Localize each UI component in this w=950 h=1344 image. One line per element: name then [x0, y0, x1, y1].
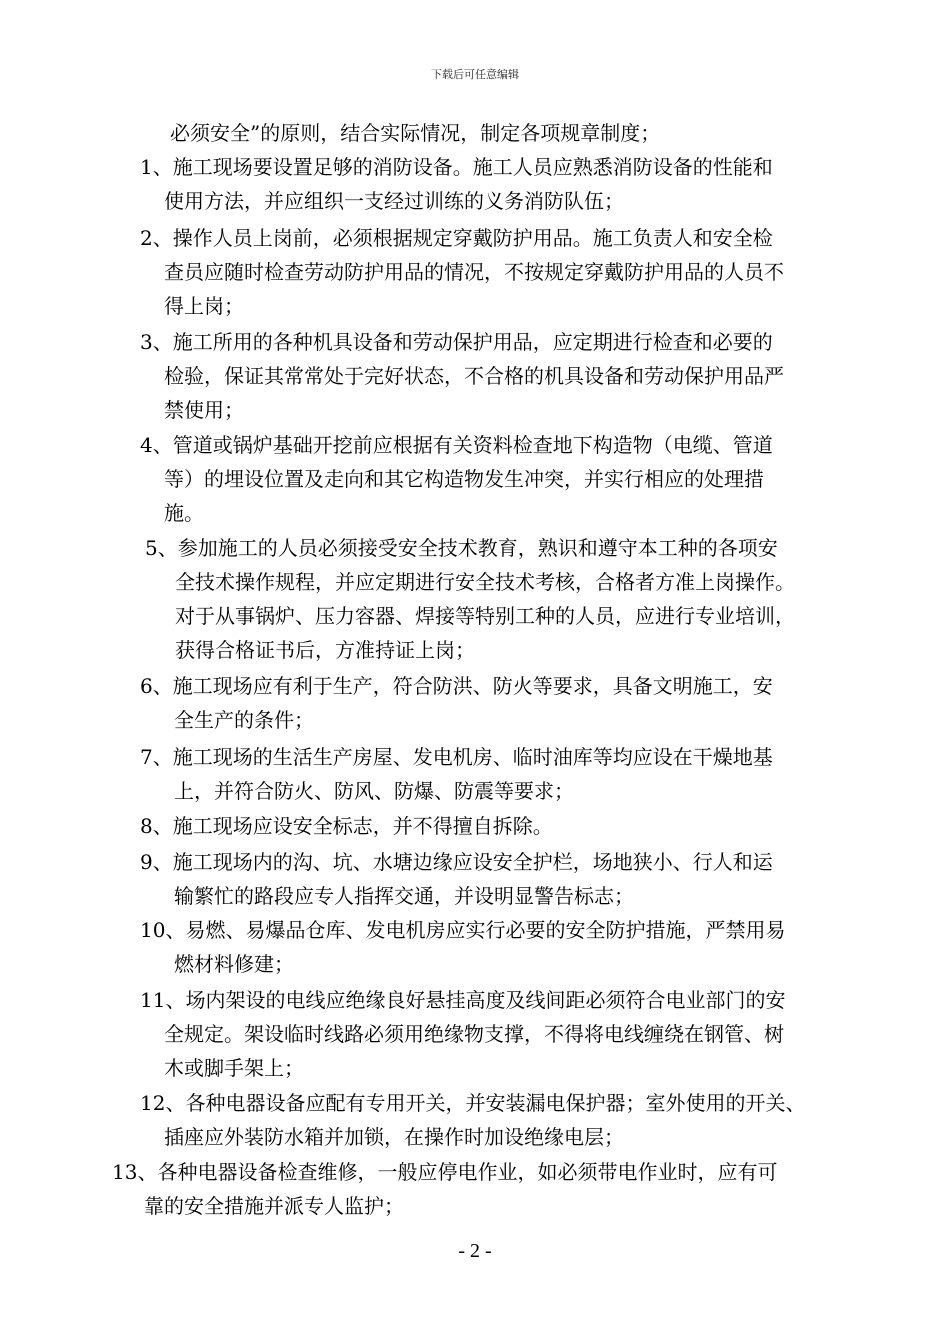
text-line: 4、管道或锅炉基础开挖前应根据有关资料检查地下构造物（电缆、管道: [140, 433, 773, 457]
text-line: 10、易燃、易爆品仓库、发电机房应实行必要的安全防护措施，严禁用易: [140, 918, 786, 942]
text-line: 施。: [164, 501, 204, 525]
text-line: 等）的埋设位置及走向和其它构造物发生冲突，并实行相应的处理措: [164, 467, 764, 491]
text-line: 7、施工现场的生活生产房屋、发电机房、临时油库等均应设在干燥地基: [140, 745, 773, 769]
list-item-8: [140, 809, 553, 843]
text-line: 5、参加施工的人员必须接受安全技术教育，熟识和遵守本工种的各项安: [145, 536, 778, 560]
text-line: 得上岗；: [164, 294, 244, 318]
text-line: 对于从事锅炉、压力容器、焊接等特别工种的人员，应进行专业培训，: [175, 604, 795, 628]
list-item-4: [140, 428, 773, 530]
text-line: 检验，保证其常常处于完好状态，不合格的机具设备和劳动保护用品严: [164, 364, 784, 388]
text-line: 全规定。架设临时线路必须用绝缘物支撑，不得将电线缠绕在钢管、树: [164, 1022, 784, 1046]
list-item-11: [140, 983, 785, 1085]
text-line: 11、场内架设的电线应绝缘良好悬挂高度及线间距必须符合电业部门的安: [140, 988, 786, 1012]
list-item-6: [140, 669, 773, 737]
text-line: 8、施工现场应设安全标志，并不得擅自拆除。: [140, 814, 553, 838]
text-line: 使用方法，并应组织一支经过训练的义务消防队伍；: [164, 189, 624, 213]
text-line: 3、施工所用的各种机具设备和劳动保护用品，应定期进行检查和必要的: [140, 330, 773, 354]
list-item-9: [140, 845, 773, 913]
header-note: 下载后可任意编辑: [431, 68, 519, 81]
list-item-5: [145, 531, 795, 667]
text-line: 12、各种电器设备应配有专用开关，并安装漏电保护器；室外使用的开关、: [140, 1091, 806, 1115]
text-line: 插座应外装防水箱并加锁，在操作时加设绝缘电层；: [164, 1125, 624, 1149]
text-line: 上，并符合防火、防风、防爆、防震等要求；: [174, 779, 574, 803]
text-line: 查员应随时检查劳动防护用品的情况，不按规定穿戴防护用品的人员不: [164, 260, 784, 284]
list-item-1: [140, 150, 773, 218]
list-item-2: [140, 221, 784, 323]
list-item-13: [112, 1155, 777, 1223]
list-item-7: [140, 740, 773, 808]
text-line: 13、各种电器设备检查维修，一般应停电作业，如必须带电作业时，应有可: [112, 1160, 778, 1184]
list-item-3: [140, 325, 784, 427]
text-line: 1、施工现场要设置足够的消防设备。施工人员应熟悉消防设备的性能和: [140, 155, 773, 179]
text-line: 燃材料修建；: [174, 952, 294, 976]
page-number: - 2 -: [458, 1240, 492, 1262]
text-line: 输繁忙的路段应专人指挥交通，并设明显警告标志；: [174, 884, 634, 908]
text-line: 9、施工现场内的沟、坑、水塘边缘应设安全护栏，场地狭小、行人和运: [140, 850, 773, 874]
text-line: 全生产的条件；: [174, 708, 314, 732]
paragraph-continuation: [170, 116, 660, 150]
text-line: 获得合格证书后，方准持证上岗；: [175, 638, 475, 662]
text-line: 全技术操作规程，并应定期进行安全技术考核，合格者方准上岗操作。: [175, 570, 795, 594]
text-line: 必须安全”的原则，结合实际情况，制定各项规章制度；: [170, 121, 661, 145]
text-line: 靠的安全措施并派专人监护；: [144, 1194, 404, 1218]
text-line: 木或脚手架上；: [164, 1056, 304, 1080]
text-line: 2、操作人员上岗前，必须根据规定穿戴防护用品。施工负责人和安全检: [140, 226, 773, 250]
list-item-10: [140, 913, 785, 981]
text-line: 禁使用；: [164, 398, 244, 422]
list-item-12: [140, 1086, 805, 1154]
text-line: 6、施工现场应有利于生产，符合防洪、防火等要求，具备文明施工，安: [140, 674, 773, 698]
